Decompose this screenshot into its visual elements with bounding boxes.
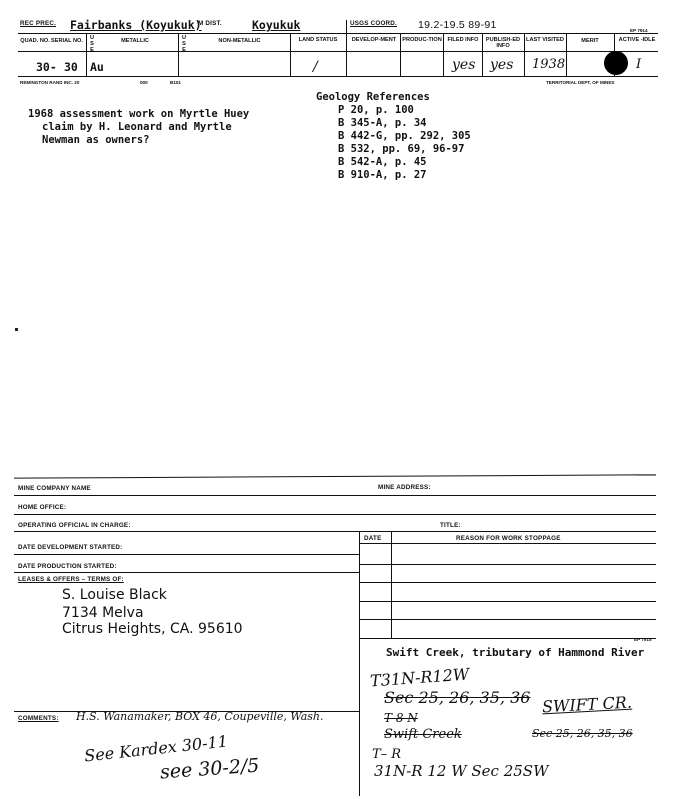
geology-title: Geology References — [316, 91, 430, 103]
rule-stoppage-1 — [360, 564, 656, 565]
active-idle-value: I — [636, 57, 642, 72]
col-header-active-idle: ACTIVE -IDLE — [618, 37, 656, 43]
date-column-label: DATE — [364, 535, 382, 542]
printer-code-2: B101 — [170, 80, 181, 85]
geology-ref: B 532, pp. 69, 96-97 — [338, 143, 465, 155]
leases-label: LEASES & OFFERS – TERMS OF: — [18, 576, 124, 583]
rule-official — [14, 531, 656, 532]
assessment-line-1: 1968 assessment work on Myrtle Huey — [28, 108, 250, 120]
col-divider — [524, 33, 525, 76]
col-header-serial: SERIAL NO. — [51, 38, 83, 44]
lease-name: S. Louise Black — [62, 587, 167, 603]
col-header-metallic: METALLIC — [121, 38, 149, 44]
speck — [15, 328, 18, 331]
geology-ref: B 910-A, p. 27 — [338, 169, 427, 181]
comments-label: COMMENTS: — [18, 715, 59, 722]
rec-prec-value: Fairbanks (Koyukuk) — [70, 18, 202, 32]
section-line-1: Sec 25, 26, 35, 36 — [384, 688, 531, 707]
rule-stoppage-5 — [360, 638, 656, 639]
geology-ref: P 20, p. 100 — [338, 104, 414, 116]
date-col-divider — [391, 531, 392, 638]
printer-mark: REMINGTON RAND INC. 20 — [20, 80, 80, 85]
territorial-dept: TERRITORIAL DEPT. OF MINES — [546, 80, 615, 85]
assessment-line-3: Newman as owners? — [42, 134, 150, 146]
operating-official-label: OPERATING OFFICIAL IN CHARGE: — [18, 522, 131, 529]
col-divider — [482, 33, 483, 76]
col-divider — [346, 20, 347, 76]
rule-prod — [14, 572, 360, 573]
col-header-use2: U S E — [181, 35, 187, 53]
header-top-rule — [18, 33, 658, 34]
serial-value: 30 — [64, 60, 78, 74]
form-number: EP 7914 — [630, 28, 648, 33]
township-line-1: T31N-R12W — [369, 664, 470, 691]
rule-home-office — [14, 514, 656, 515]
col-divider — [178, 33, 179, 76]
last-visited-value: 1938 — [532, 57, 566, 72]
township-line-2: T– R — [372, 747, 402, 762]
land-status-value: / — [313, 59, 318, 75]
metallic-value: Au — [90, 60, 104, 74]
section-struck: Sec 25, 26, 35, 36 — [532, 727, 633, 740]
lease-city: Citrus Heights, CA. 95610 — [62, 621, 243, 637]
col-header-nonmetallic: NON-METALLIC — [218, 38, 261, 44]
filed-info-value: yes — [452, 57, 476, 73]
col-header-land-status: LAND STATUS — [298, 37, 338, 43]
rule-dev — [14, 554, 360, 555]
col-header-filed-info: FILED INFO — [447, 37, 479, 43]
punch-hole-dot — [604, 51, 628, 75]
form-number-2: EP 7915 — [634, 637, 652, 642]
rule-date-header — [360, 543, 656, 544]
col-divider — [290, 33, 291, 76]
assessment-line-2: claim by H. Leonard and Myrtle — [42, 121, 232, 133]
usgs-coord-value: 19.2-19.5 89-91 — [418, 19, 497, 31]
township-struck: T 8 N — [384, 711, 418, 725]
swift-cr-label: SWIFT CR. — [541, 692, 633, 717]
header-mid-rule — [18, 51, 658, 52]
see-kardex: See Kardex 30-11 — [83, 731, 229, 766]
geology-ref: B 442-G, pp. 292, 305 — [338, 130, 471, 142]
lower-top-rule — [14, 474, 656, 478]
rule-stoppage-3 — [360, 601, 656, 602]
col-header-published-info: PUBLISH-ED INFO — [485, 37, 521, 49]
col-header-use: U S E — [89, 35, 95, 53]
comment-text: H.S. Wanamaker, BOX 46, Coupeville, Wash. — [76, 710, 324, 723]
rec-prec-label: REC PREC. — [20, 20, 57, 27]
mine-address-label: MINE ADDRESS: — [378, 484, 431, 491]
mdist-value: Koyukuk — [252, 18, 301, 32]
col-divider — [443, 33, 444, 76]
title-label: TITLE: — [440, 522, 461, 529]
township-line-3: 31N-R 12 W Sec 25SW — [374, 762, 549, 780]
home-office-label: HOME OFFICE: — [18, 504, 67, 511]
printer-code-1: 000 — [140, 80, 148, 85]
col-header-development: DEVELOP-MENT — [351, 37, 397, 43]
col-header-quad: QUAD. NO. — [20, 38, 50, 44]
swift-creek-typed: Swift Creek, tributary of Hammond River — [386, 646, 645, 659]
usgs-coord-label: USGS COORD. — [350, 20, 397, 27]
date-development-label: DATE DEVELOPMENT STARTED: — [18, 544, 123, 551]
rule-stoppage-2 — [360, 582, 656, 583]
rule-stoppage-4 — [360, 619, 656, 620]
see-reference: see 30-2/5 — [159, 754, 261, 784]
col-header-merit: MERIT — [581, 38, 599, 44]
geology-ref: B 345-A, p. 34 — [338, 117, 427, 129]
mine-company-label: MINE COMPANY NAME — [18, 485, 91, 492]
mdist-label: M DIST. — [198, 20, 222, 27]
col-header-production: PRODUC-TION — [402, 37, 442, 43]
col-header-last-visited: LAST VISITED — [526, 37, 564, 43]
date-production-label: DATE PRODUCTION STARTED: — [18, 563, 117, 570]
swift-creek-struck: Swift Creek — [384, 727, 462, 742]
quad-value: 30- — [36, 60, 57, 74]
geology-ref: B 542-A, p. 45 — [338, 156, 427, 168]
published-info-value: yes — [490, 57, 514, 73]
col-divider — [86, 33, 87, 76]
col-divider — [566, 33, 567, 76]
header-bottom-rule — [18, 76, 658, 77]
lower-center-divider — [359, 531, 360, 796]
col-divider — [400, 33, 401, 76]
lease-street: 7134 Melva — [62, 605, 144, 621]
reason-column-label: REASON FOR WORK STOPPAGE — [456, 535, 561, 542]
rule-company — [14, 495, 656, 496]
